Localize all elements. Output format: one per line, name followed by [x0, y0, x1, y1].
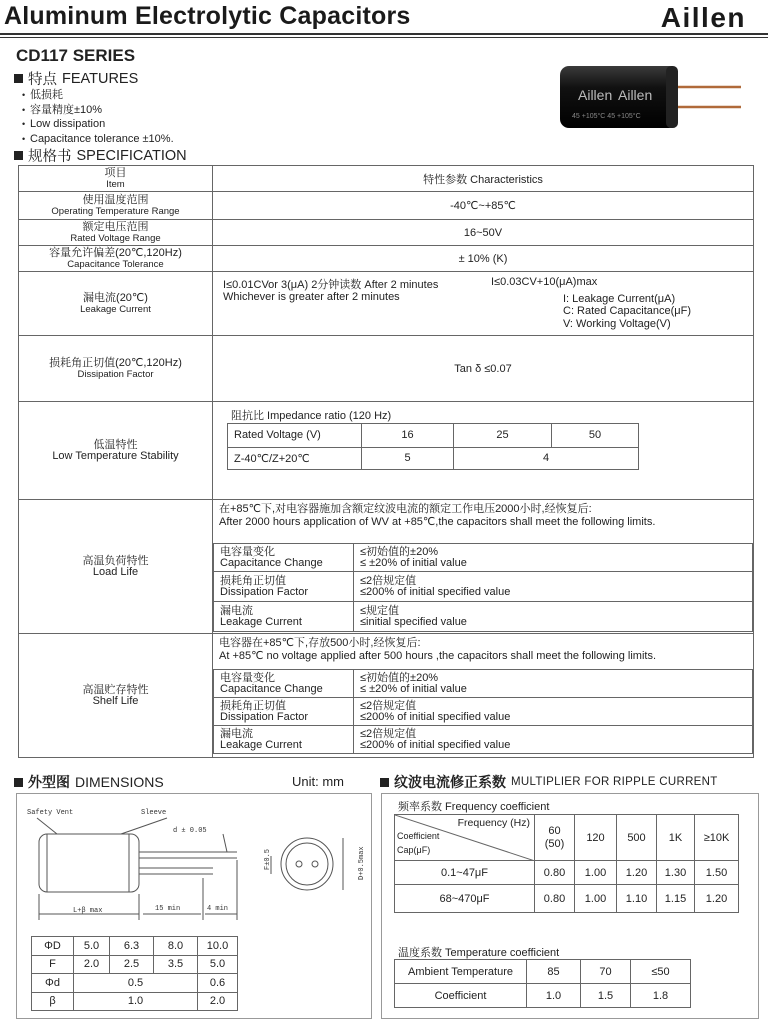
brand-logo: Aillen — [660, 2, 746, 33]
load-life-desc-en: After 2000 hours application of WV at +85℃,the capacitors shall meet the following limits. — [219, 516, 656, 528]
leakage-legend: I: Leakage Current(μA) C: Rated Capacitance(μF) V: Working Voltage(V) — [563, 292, 691, 330]
impedance-title: 阻抗比 Impedance ratio (120 Hz) — [231, 409, 392, 422]
features-heading-en: FEATURES — [62, 70, 139, 87]
length-label: L+β max — [73, 907, 103, 915]
feature-item: • 低损耗 — [22, 88, 174, 103]
spec-value: 16~50V — [213, 220, 754, 246]
unit-label: Unit: mm — [292, 774, 344, 789]
features-heading — [14, 68, 138, 89]
square-bullet-icon — [14, 151, 23, 160]
ripple-panel — [381, 793, 759, 1019]
freq-corner-cell: Frequency (Hz) Coefficient Cap(μF) — [395, 815, 535, 861]
safety-vent-label: Safety Vent — [27, 809, 74, 817]
spec-header-item: 项目 Item — [19, 166, 213, 192]
spec-table — [18, 165, 754, 758]
series-title: CD117 SERIES — [16, 46, 136, 65]
leakage-formula-1: I≤0.01CVor 3(μA) 2分钟读数 After 2 minutes — [223, 278, 439, 291]
dimensions-table: ΦD 5.0 6.3 8.0 10.0 F 2.0 2.5 3.5 5.0 Φd 0.5 0.6 β 1.0 2.0 — [31, 936, 238, 1011]
feature-item: • Capacitance tolerance ±10%. — [22, 132, 174, 147]
load-life-table: 电容量变化 Capacitance Change ≤初始值的±20% ≤ ±20% of initial value 损耗角正切值 Dissipation Factor ≤2倍规定值 ≤200% of initial specified value 漏电流 Leakage Current ≤规定值 ≤initial specified value — [213, 543, 753, 632]
square-bullet-icon — [14, 74, 23, 83]
spec-value: ± 10% (K) — [213, 246, 754, 272]
ripple-heading: 纹波电流修正系数 MULTIPLIER FOR RIPPLE CURRENT — [380, 772, 718, 792]
spec-row-temperature: 使用温度范围 Operating Temperature Range -40℃~+85℃ — [19, 192, 754, 220]
square-bullet-icon — [380, 778, 389, 787]
photo-brand-text: Aillen — [578, 87, 613, 103]
spec-row-low-temp: 低温特性 Low Temperature Stability 阻抗比 Impedance ratio (120 Hz) Rated Voltage (V) 16 25 50 Z-40℃/Z+20℃ 5 4 — [19, 402, 754, 500]
freq-60: 60 (50) — [535, 815, 575, 861]
spec-row-leakage: 漏电流(20℃) Leakage Current I≤0.01CVor 3(μA) 2分钟读数 After 2 minutes I≤0.03CV+10(μA)max Whichever is greater after 2 minutes I: Leakage Current(μA) C: Rated Capacitance(μF) V: Working Voltage(V) — [19, 272, 754, 336]
photo-marking: 45 +105°C 45 +105°C — [572, 113, 641, 120]
leakage-formula-2: I≤0.03CV+10(μA)max — [491, 275, 598, 288]
square-bullet-icon — [14, 778, 23, 787]
spec-row-tolerance: 容量允许偏差(20℃,120Hz) Capacitance Tolerance ± 10% (K) — [19, 246, 754, 272]
header-rule — [0, 33, 768, 35]
spec-header-row — [19, 166, 754, 192]
spec-row-voltage: 额定电压范围 Rated Voltage Range 16~50V — [19, 220, 754, 246]
dimensions-heading: 外型图 DIMENSIONS — [14, 772, 164, 792]
spec-heading — [14, 145, 187, 166]
dimensions-panel — [16, 793, 372, 1019]
spec-heading-cn: 规格书 — [28, 149, 72, 165]
features-list — [22, 88, 174, 146]
load-life-desc-cn: 在+85℃下,对电容器施加含额定纹波电流的额定工作电压2000小时,经恢复后: — [219, 503, 592, 515]
features-heading-cn: 特点 — [28, 72, 57, 88]
impedance-table: Rated Voltage (V) 16 25 50 Z-40℃/Z+20℃ 5 4 — [227, 423, 639, 470]
feature-item: • 容量精度±10% — [22, 103, 174, 118]
header-rule-thin — [0, 37, 768, 38]
shelf-life-desc-cn: 电容器在+85℃下,存放500小时,经恢复后: — [219, 637, 421, 649]
diameter-label: D+0.5max — [358, 846, 366, 880]
dimension-drawing — [17, 794, 373, 934]
spec-row-shelf-life: 高温贮存特性 Shelf Life 电容器在+85℃下,存放500小时,经恢复后: At +85℃ no voltage applied after 500 hours ,the capacitors shall meet the following limits. 电容量变化 Capacitance Change ≤初始值的±20% ≤ ±20% of initial value 损耗角正切值 Dissipation Factor ≤2倍规定值 ≤200% of initial specified value 漏电流 Leakage Current ≤2倍规定值 ≤200% of initial specified value — [19, 634, 754, 758]
feature-item: • Low dissipation — [22, 117, 174, 132]
lead-length-label: 15 min — [155, 905, 181, 913]
page-title: Aluminum Electrolytic Capacitors — [4, 2, 411, 30]
lead-diameter-label: d ± 0.05 — [173, 827, 207, 835]
shelf-life-desc-en: At +85℃ no voltage applied after 500 hours ,the capacitors shall meet the following limits. — [219, 650, 657, 662]
spec-heading-en: SPECIFICATION — [76, 147, 187, 164]
spec-header-characteristics: 特性参数 Characteristics — [213, 166, 754, 192]
dissipation-value: Tan δ ≤0.07 — [213, 336, 754, 402]
sleeve-label: Sleeve — [141, 809, 167, 817]
leakage-note: Whichever is greater after 2 minutes — [223, 290, 400, 303]
lead-tail-label: 4 min — [207, 905, 229, 913]
temperature-coefficient-table: Ambient Temperature 85 70 ≤50 Coefficient 1.0 1.5 1.8 — [394, 959, 691, 1008]
shelf-life-table: 电容量变化 Capacitance Change ≤初始值的±20% ≤ ±20% of initial value 损耗角正切值 Dissipation Factor ≤2倍规定值 ≤200% of initial specified value 漏电流 Leakage Current ≤2倍规定值 ≤200% of initial specified value — [213, 669, 753, 754]
frequency-coefficient-title: 频率系数 Frequency coefficient — [398, 801, 550, 813]
spec-row-load-life: 高温负荷特性 Load Life 在+85℃下,对电容器施加含额定纹波电流的额定工作电压2000小时,经恢复后: After 2000 hours application of WV at +85℃,the capacitors shall meet the following limits. 电容量变化 Capacitance Change ≤初始值的±20% ≤ ±20% of initial value 损耗角正切值 Dissipation Factor ≤2倍规定值 ≤200% of initial specified value 漏电流 Leakage Current ≤规定值 ≤initial specified value — [19, 500, 754, 634]
page-header — [0, 0, 768, 38]
capacitor-photo — [558, 62, 748, 142]
photo-brand-text-2: Aillen — [618, 87, 653, 103]
temperature-coefficient-title: 温度系数 Temperature coefficient — [398, 947, 560, 959]
frequency-coefficient-table: Frequency (Hz) Coefficient Cap(μF) 60 (50) 120 500 1K ≥10K 0.1~47μF 0.80 1.00 1.20 1.30 1.50 68~470μF 0.80 1.00 1.10 1.15 1.20 — [394, 814, 739, 913]
pitch-label: F±0.5 — [264, 848, 272, 870]
spec-row-dissipation: 损耗角正切值(20℃,120Hz) Dissipation Factor Tan δ ≤0.07 — [19, 336, 754, 402]
spec-value: -40℃~+85℃ — [213, 192, 754, 220]
